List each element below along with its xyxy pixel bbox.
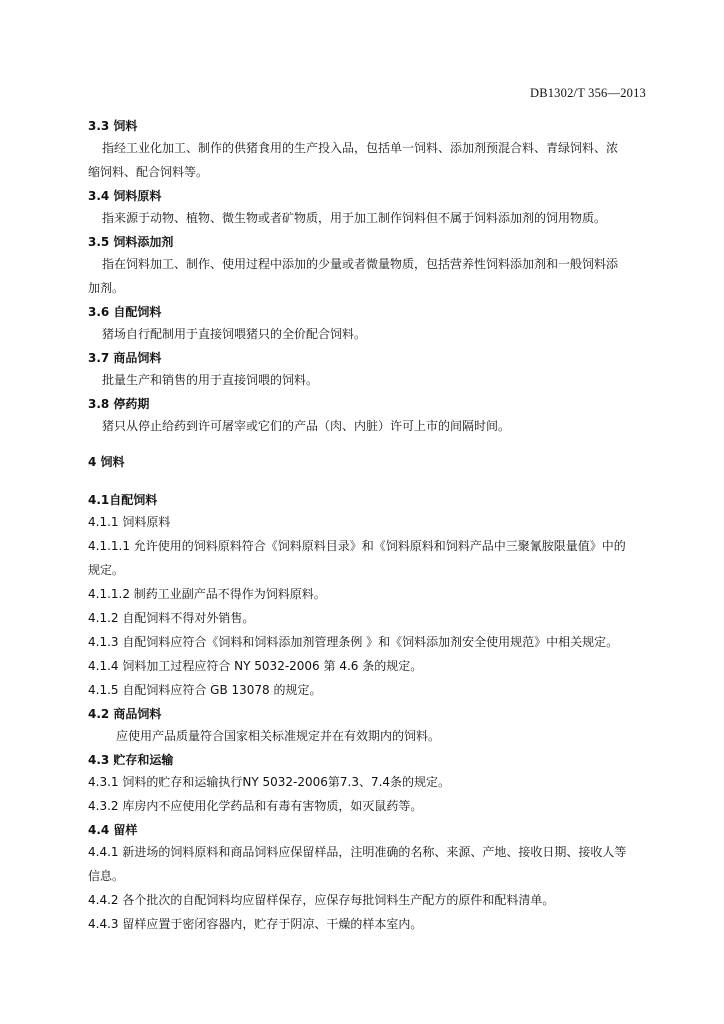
section-3-3-line-1: 指经工业化加工、制作的供猪食用的生产投入品，包括单一饲料、添加剂预混合料、青绿饲料、浓 <box>102 141 619 155</box>
section-3-4-heading: 3.4 饲料原料 <box>88 189 162 203</box>
section-3-8-heading: 3.8 停药期 <box>88 397 150 411</box>
section-4-3-heading: 4.3 贮存和运输 <box>88 753 174 767</box>
item-4-1-1-2: 4.1.1.2 制药工业副产品不得作为饲料原料。 <box>88 587 326 601</box>
item-4-3-2: 4.3.2 库房内不应使用化学药品和有毒有害物质，如灭鼠药等。 <box>88 799 423 813</box>
item-4-1-5: 4.1.5 自配饲料应符合 GB 13078 的规定。 <box>88 683 322 697</box>
item-4-1-1-1-line-2: 规定。 <box>88 563 125 577</box>
section-4-1-heading: 4.1自配饲料 <box>88 493 158 507</box>
item-4-1-2: 4.1.2 自配饲料不得对外销售。 <box>88 611 255 625</box>
section-3-8-paragraph: 猪只从停止给药到许可屠宰或它们的产品（肉、内脏）许可上市的间隔时间。 <box>102 419 511 433</box>
item-4-1-1: 4.1.1 饲料原料 <box>88 515 171 529</box>
section-3-3-paragraph <box>88 140 658 180</box>
item-4-1-3: 4.1.3 自配饲料应符合《饲料和饲料添加剂管理条例 》和《饲料添加剂安全使用规范》中相关规定。 <box>88 635 619 649</box>
section-3-6-paragraph: 猪场自行配制用于直接饲喂猪只的全价配合饲料。 <box>102 327 367 341</box>
item-4-4-3: 4.4.3 留样应置于密闭容器内，贮存于阴凉、干燥的样本室内。 <box>88 917 423 931</box>
item-4-3-1: 4.3.1 饲料的贮存和运输执行NY 5032-2006第7.3、7.4条的规定。 <box>88 775 451 789</box>
section-3-5-line-1: 指在饲料加工、制作、使用过程中添加的少量或者微量物质，包括营养性饲料添加剂和一般饲料添 <box>102 257 619 271</box>
section-3-5-line-2: 加剂。 <box>88 281 125 295</box>
item-4-1-1-1-line-1: 4.1.1.1 允许使用的饲料原料符合《饲料原料目录》和《饲料原料和饲料产品中三聚氰胺限量值》中的 <box>88 539 626 553</box>
section-4-2-heading: 4.2 商品饲料 <box>88 707 162 721</box>
section-4-4-heading: 4.4 留样 <box>88 823 138 837</box>
item-4-4-1-line-2: 信息。 <box>88 869 125 883</box>
section-4-2-paragraph: 应使用产品质量符合国家相关标准规定并在有效期内的饲料。 <box>116 729 441 743</box>
document-code: DB1302/T 356—2013 <box>529 86 646 100</box>
section-3-7-paragraph: 批量生产和销售的用于直接饲喂的饲料。 <box>102 373 319 387</box>
item-4-1-4: 4.1.4 饲料加工过程应符合 NY 5032-2006 第 4.6 条的规定。 <box>88 659 423 673</box>
item-4-4-2: 4.4.2 各个批次的自配饲料均应留样保存，应保存每批饲料生产配方的原件和配料清单。 <box>88 893 555 907</box>
section-3-6-heading: 3.6 自配饲料 <box>88 305 162 319</box>
section-3-7-heading: 3.7 商品饲料 <box>88 351 162 365</box>
section-4-title: 4 饲料 <box>88 455 125 469</box>
section-3-4-paragraph: 指来源于动物、植物、微生物或者矿物质，用于加工制作饲料但不属于饲料添加剂的饲用物质。 <box>102 211 607 225</box>
section-3-3-line-2: 缩饲料、配合饲料等。 <box>88 165 209 179</box>
item-4-4-1-line-1: 4.4.1 新进场的饲料原料和商品饲料应保留样品，注明准确的名称、来源、产地、接收日期、接收人等 <box>88 845 627 859</box>
section-3-5-paragraph <box>88 256 658 296</box>
document-body <box>88 112 658 940</box>
section-3-3-heading: 3.3 饲料 <box>88 119 138 133</box>
section-3-5-heading: 3.5 饲料添加剂 <box>88 235 174 249</box>
